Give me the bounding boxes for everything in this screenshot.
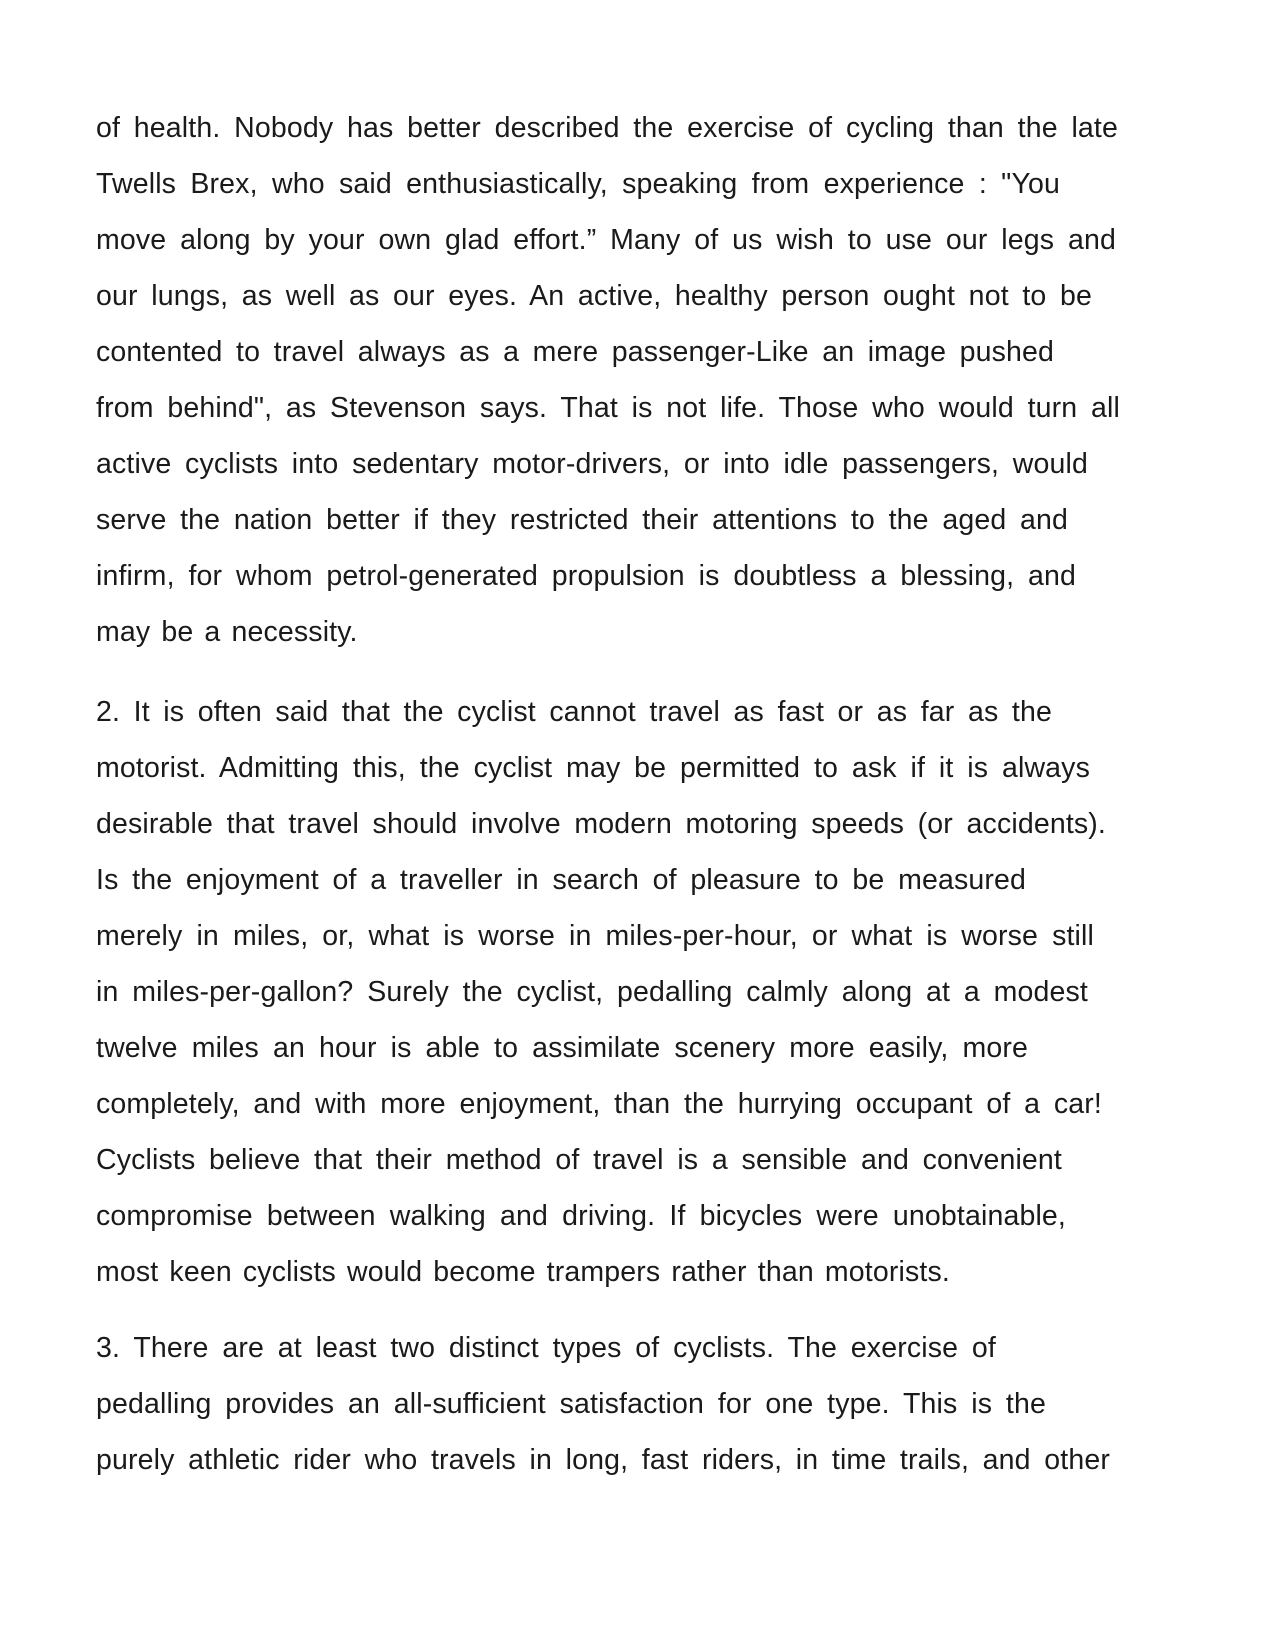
paragraph-1-line: serve the nation better if they restricted their attentions to the aged and: [96, 504, 1068, 536]
paragraph-2-line: completely, and with more enjoyment, than the hurrying occupant of a car!: [96, 1088, 1102, 1120]
paragraph-2-line: merely in miles, or, what is worse in miles-per-hour, or what is worse still: [96, 920, 1094, 952]
paragraph-2-line: most keen cyclists would become trampers rather than motorists.: [96, 1256, 950, 1288]
paragraph-1-line: Twells Brex, who said enthusiastically, speaking from experience : "You: [96, 168, 1060, 200]
paragraph-1-line: infirm, for whom petrol-generated propulsion is doubtless a blessing, and: [96, 560, 1076, 592]
paragraph-1-line: from behind", as Stevenson says. That is not life. Those who would turn all: [96, 392, 1120, 424]
paragraph-2-line: twelve miles an hour is able to assimilate scenery more easily, more: [96, 1032, 1028, 1064]
paragraph-1: [96, 100, 1186, 660]
paragraph-2-line: Cyclists believe that their method of travel is a sensible and convenient: [96, 1144, 1062, 1176]
paragraph-2-line: 2. It is often said that the cyclist cannot travel as fast or as far as the: [96, 696, 1052, 728]
paragraph-3-line: pedalling provides an all-sufficient satisfaction for one type. This is the: [96, 1388, 1046, 1420]
paragraph-1-line: contented to travel always as a mere passenger-Like an image pushed: [96, 336, 1054, 368]
paragraph-2-line: in miles-per-gallon? Surely the cyclist, pedalling calmly along at a modest: [96, 976, 1088, 1008]
paragraph-2: [96, 684, 1186, 1300]
paragraph-2-line: compromise between walking and driving. If bicycles were unobtainable,: [96, 1200, 1066, 1232]
paragraph-1-line: may be a necessity.: [96, 616, 358, 648]
paragraph-3: [96, 1320, 1186, 1488]
paragraph-2-line: motorist. Admitting this, the cyclist may be permitted to ask if it is always: [96, 752, 1090, 784]
paragraph-3-line: purely athletic rider who travels in long, fast riders, in time trails, and other: [96, 1444, 1110, 1476]
paragraph-1-line: our lungs, as well as our eyes. An active, healthy person ought not to be: [96, 280, 1092, 312]
paragraph-2-line: Is the enjoyment of a traveller in search of pleasure to be measured: [96, 864, 1026, 896]
paragraph-1-line: move along by your own glad effort.” Many of us wish to use our legs and: [96, 224, 1116, 256]
paragraph-2-line: desirable that travel should involve modern motoring speeds (or accidents).: [96, 808, 1106, 840]
paragraph-3-line: 3. There are at least two distinct types of cyclists. The exercise of: [96, 1332, 996, 1364]
paragraph-1-line: of health. Nobody has better described the exercise of cycling than the late: [96, 112, 1118, 144]
paragraph-1-line: active cyclists into sedentary motor-drivers, or into idle passengers, would: [96, 448, 1088, 480]
